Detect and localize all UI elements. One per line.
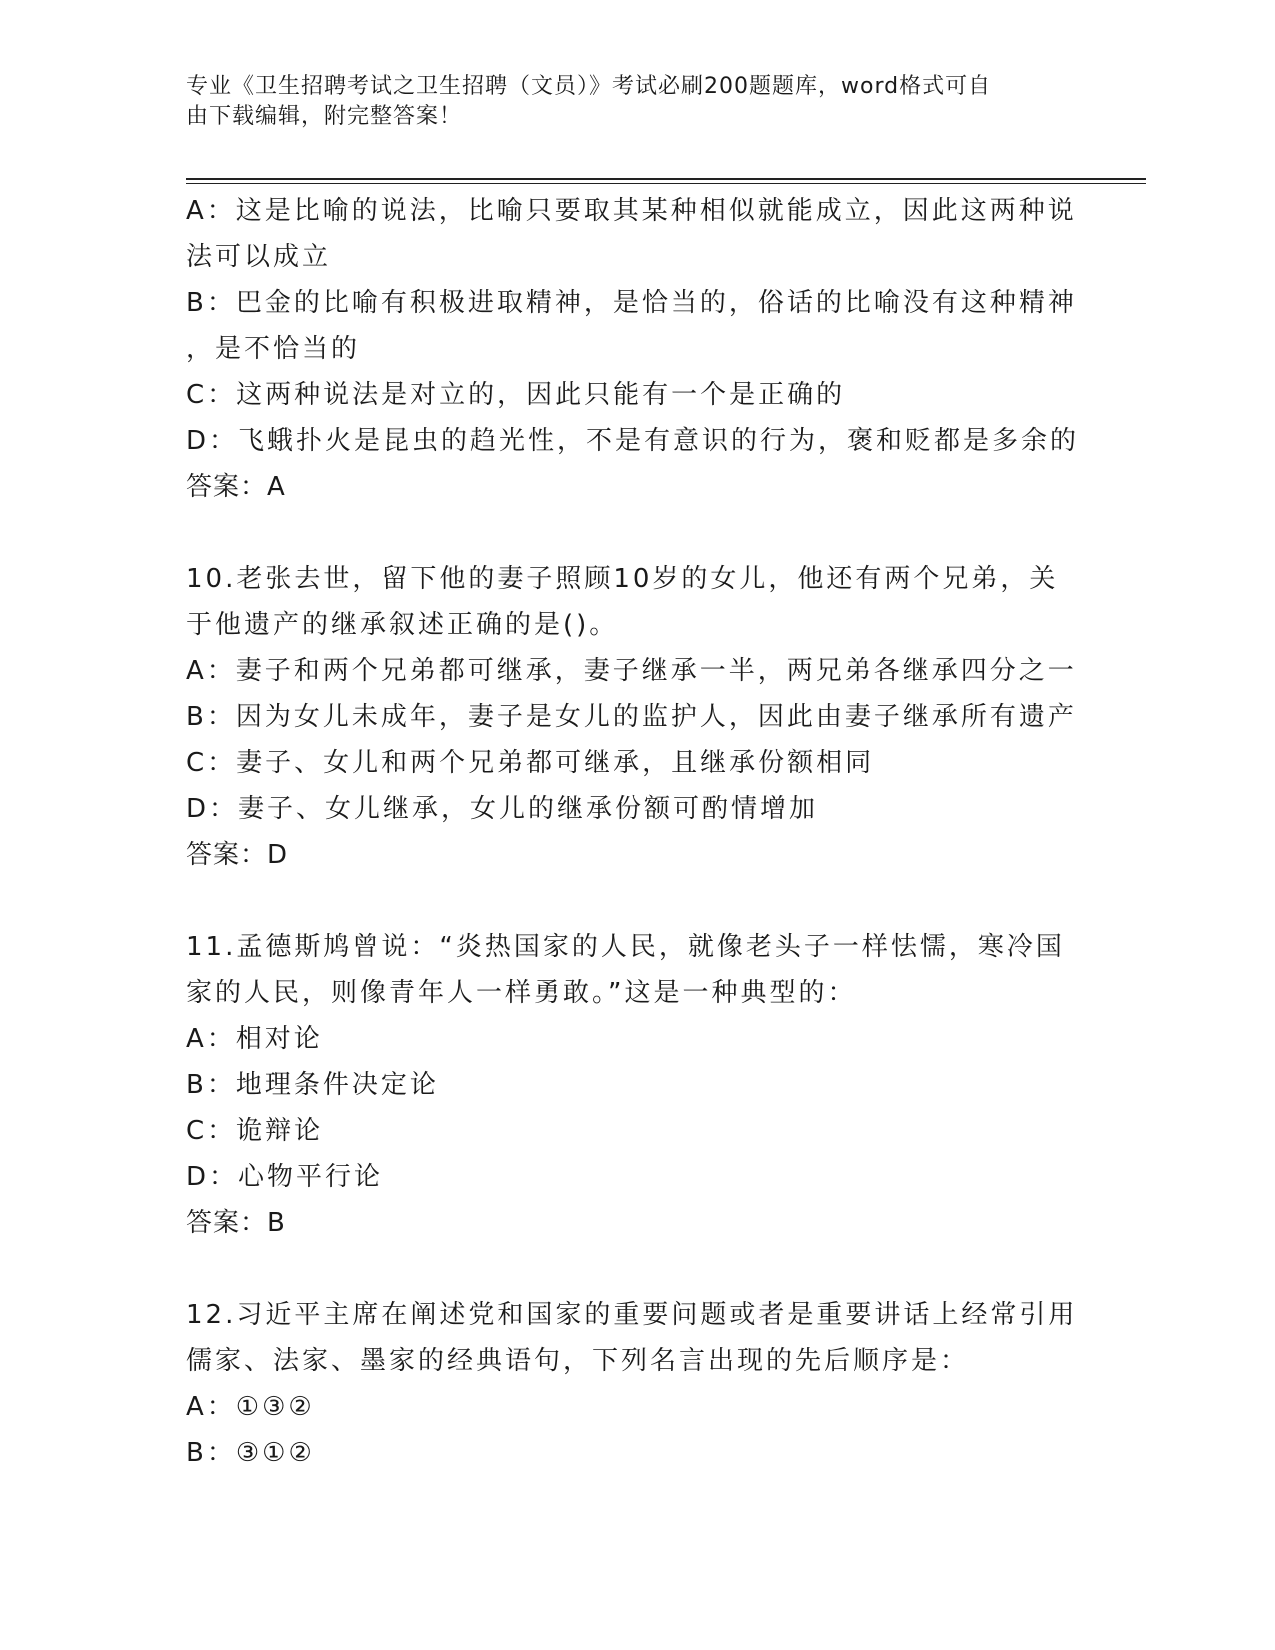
answer-line: 答案：A xyxy=(186,472,286,502)
header-line-2: 由下载编辑，附完整答案！ xyxy=(186,104,463,129)
option-line: B：③①② xyxy=(186,1438,315,1468)
question-block xyxy=(186,556,1077,878)
question-text: 11.孟德斯鸠曾说：“炎热国家的人民，就像老头子一样怯懦，寒冷国 xyxy=(186,932,1065,962)
option-line: D：妻子、女儿继承，女儿的继承份额可酌情增加 xyxy=(186,794,819,824)
header-rule-thin xyxy=(186,183,1146,184)
option-line: A：①③② xyxy=(186,1392,315,1422)
question-block xyxy=(186,1292,1078,1476)
spacer xyxy=(186,510,1066,556)
question-text: 于他遗产的继承叙述正确的是()。 xyxy=(186,610,619,640)
option-line: A：相对论 xyxy=(186,1024,323,1054)
option-line: C：诡辩论 xyxy=(186,1116,324,1146)
option-line: B：地理条件决定论 xyxy=(186,1070,439,1100)
spacer xyxy=(186,878,1066,924)
option-line: D：心物平行论 xyxy=(186,1162,384,1192)
question-block xyxy=(186,924,1066,1246)
option-line: D：飞蛾扑火是昆虫的趋光性，不是有意识的行为，褒和贬都是多余的 xyxy=(186,426,1080,456)
question-block xyxy=(186,188,1080,510)
question-text: 儒家、法家、墨家的经典语句，下列名言出现的先后顺序是： xyxy=(186,1346,970,1376)
option-line: A：妻子和两个兄弟都可继承，妻子继承一半，两兄弟各继承四分之一 xyxy=(186,656,1077,686)
option-line: B：巴金的比喻有积极进取精神，是恰当的，俗话的比喻没有这种精神 xyxy=(186,288,1077,318)
spacer xyxy=(186,1246,1066,1292)
document-header xyxy=(186,72,1066,132)
question-list xyxy=(186,188,1080,1476)
option-line: ，是不恰当的 xyxy=(186,334,361,364)
answer-line: 答案：B xyxy=(186,1208,286,1238)
answer-line: 答案：D xyxy=(186,840,289,870)
header-rule-thick xyxy=(186,178,1146,180)
question-text: 家的人民，则像青年人一样勇敢。”这是一种典型的： xyxy=(186,978,857,1008)
option-line: 法可以成立 xyxy=(186,242,332,272)
option-line: C：妻子、女儿和两个兄弟都可继承，且继承份额相同 xyxy=(186,748,875,778)
option-line: A：这是比喻的说法，比喻只要取其某种相似就能成立，因此这两种说 xyxy=(186,196,1077,226)
question-text: 12.习近平主席在阐述党和国家的重要问题或者是重要讲话上经常引用 xyxy=(186,1300,1078,1330)
option-line: C：这两种说法是对立的，因此只能有一个是正确的 xyxy=(186,380,846,410)
header-line-1: 专业《卫生招聘考试之卫生招聘（文员）》考试必刷200题题库，word格式可自 xyxy=(186,74,992,99)
question-text: 10.老张去世，留下他的妻子照顾10岁的女儿，他还有两个兄弟，关 xyxy=(186,564,1059,594)
option-line: B：因为女儿未成年，妻子是女儿的监护人，因此由妻子继承所有遗产 xyxy=(186,702,1077,732)
